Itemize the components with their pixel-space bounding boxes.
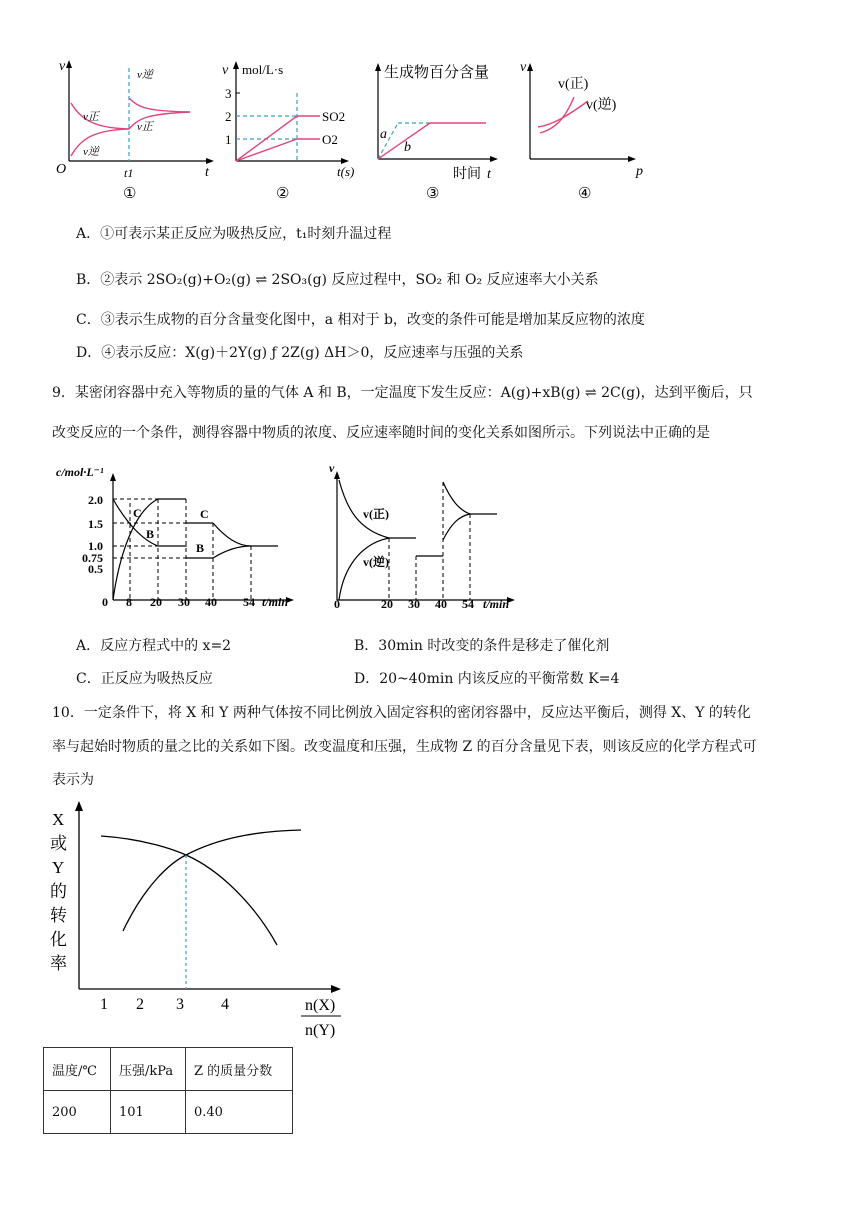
y-label-char-5: 转 xyxy=(50,906,67,925)
q10-data-table xyxy=(43,1047,293,1134)
figure-number: ② xyxy=(276,186,290,202)
ratio-numerator: n(X) xyxy=(305,997,336,1014)
axis-label-x: t xyxy=(205,165,209,180)
y-label-char-2: 或 xyxy=(50,834,67,853)
origin-label: O xyxy=(56,162,67,177)
v-reverse-label-2: v逆 xyxy=(137,69,153,81)
curve-b-label: B xyxy=(146,527,155,541)
q9-stem-line-1: 9．某密闭容器中充入等物质的量的气体 A 和 B，一定温度下发生反应：A(g)+xB(g) ⇌ 2C(g)，达到平衡后，只 xyxy=(52,385,753,401)
figure-number: ③ xyxy=(426,186,440,202)
v-forward-label: v(正) xyxy=(363,507,389,521)
axis-label-y: 生成物百分含量 xyxy=(384,65,490,81)
figure-2 xyxy=(220,55,370,203)
curve-c-label-2: C xyxy=(200,507,209,521)
v-forward-label: v(正) xyxy=(558,77,589,92)
tick-x-40: 40 xyxy=(435,597,447,611)
q10-stem-line-3: 表示为 xyxy=(52,772,94,788)
q9-concentration-chart xyxy=(50,460,310,615)
cell-pressure: 101 xyxy=(111,1091,186,1134)
q9-option-c: C．正反应为吸热反应 xyxy=(76,671,213,687)
curve-c-label: C xyxy=(133,506,142,520)
tick-x-8: 8 xyxy=(126,595,132,609)
header-z-fraction: Z 的质量分数 xyxy=(186,1048,293,1091)
axis-label-y: v xyxy=(329,461,335,475)
t1-label: t1 xyxy=(124,166,134,180)
tick-2-0: 2.0 xyxy=(88,493,103,507)
q10-conversion-chart xyxy=(45,795,355,1045)
tick-2: 2 xyxy=(136,996,144,1013)
table-row xyxy=(44,1091,293,1134)
axis-label-y: v xyxy=(59,59,66,74)
v-forward-label: v正 xyxy=(83,111,99,123)
axis-label-y: v xyxy=(222,63,229,78)
axis-unit: mol/L·s xyxy=(242,62,284,77)
curve-b-label: b xyxy=(404,140,411,155)
figure-4 xyxy=(516,55,656,203)
q10-stem-line-2: 率与起始时物质的量之比的关系如下图。改变温度和压强，生成物 Z 的百分含量见下表，则该反应的化学方程式可 xyxy=(52,739,757,755)
tick-x-40: 40 xyxy=(205,595,217,609)
v-reverse-label: v(逆) xyxy=(363,555,389,569)
ratio-denominator: n(Y) xyxy=(305,1022,336,1039)
tick-1: 1 xyxy=(225,132,232,147)
axis-label-y: v xyxy=(520,60,527,75)
q9-stem-line-2: 改变反应的一个条件，测得容器中物质的浓度、反应速率随时间的变化关系如图所示。下列说法中正确的是 xyxy=(52,425,710,441)
tick-x-54: 54 xyxy=(462,597,474,611)
axis-label-x: 时间 xyxy=(453,167,481,182)
tick-2: 2 xyxy=(225,109,232,124)
tick-x-30: 30 xyxy=(408,597,420,611)
tick-x-20: 20 xyxy=(381,597,393,611)
v-reverse-label: v逆 xyxy=(83,146,99,158)
tick-0-5: 0.5 xyxy=(88,562,103,576)
tick-x-0: 0 xyxy=(102,595,108,609)
tick-3: 3 xyxy=(225,86,232,101)
y-label-char-3: Y xyxy=(52,858,65,877)
series-so2: SO2 xyxy=(322,109,346,124)
tick-1: 1 xyxy=(100,996,108,1013)
q10-stem-line-1: 10．一定条件下，将 X 和 Y 两种气体按不同比例放入固定容积的密闭容器中，反应达平衡后，测得 X、Y 的转化 xyxy=(52,705,751,721)
v-forward-label-2: v正 xyxy=(137,121,153,133)
q9-option-a: A．反应方程式中的 x=2 xyxy=(76,638,232,654)
q8-option-b: B．②表示 2SO₂(g)+O₂(g) ⇌ 2SO₃(g) 反应过程中，SO₂ 和 O₂ 反应速率大小关系 xyxy=(76,272,599,288)
tick-4: 4 xyxy=(221,996,229,1013)
y-label-char-1: X xyxy=(52,810,65,829)
figure-3 xyxy=(368,55,508,203)
q8-option-d: D．④表示反应：X(g)＋2Y(g) ƒ 2Z(g) ΔH＞0，反应速率与压强的关系 xyxy=(76,345,524,361)
figure-number: ① xyxy=(123,186,137,202)
figure-number: ④ xyxy=(578,186,592,202)
cell-z-fraction: 0.40 xyxy=(186,1091,293,1134)
curve-a-label: a xyxy=(380,127,387,142)
tick-x-20: 20 xyxy=(150,595,162,609)
tick-3: 3 xyxy=(176,996,184,1013)
curve-b-label-2: B xyxy=(196,541,205,555)
header-temperature: 温度/℃ xyxy=(44,1048,111,1091)
table-header-row xyxy=(44,1048,293,1091)
q8-option-c: C．③表示生成物的百分含量变化图中，a 相对于 b，改变的条件可能是增加某反应物的浓度 xyxy=(76,312,645,328)
figure-1 xyxy=(55,58,220,203)
y-label-char-4: 的 xyxy=(50,882,67,901)
axis-label-y: c/mol·L⁻¹ xyxy=(56,465,104,479)
cell-temperature: 200 xyxy=(44,1091,111,1134)
tick-1-0: 1.0 xyxy=(88,539,103,553)
header-pressure: 压强/kPa xyxy=(111,1048,186,1091)
axis-label-x: t(s) xyxy=(337,164,355,179)
y-label-char-7: 率 xyxy=(50,954,67,973)
tick-x-0: 0 xyxy=(334,597,340,611)
q9-option-b: B．30min 时改变的条件是移走了催化剂 xyxy=(354,638,610,654)
v-reverse-label: v(逆) xyxy=(586,98,617,113)
axis-label-t: t xyxy=(487,167,491,182)
tick-1-5: 1.5 xyxy=(88,517,103,531)
q9-option-d: D．20~40min 内该反应的平衡常数 K=4 xyxy=(354,671,620,687)
y-label-char-6: 化 xyxy=(50,930,67,949)
tick-x-54: 54 xyxy=(243,595,255,609)
q8-option-a: A．①可表示某正反应为吸热反应，t₁时刻升温过程 xyxy=(76,226,392,242)
tick-x-30: 30 xyxy=(178,595,190,609)
series-o2: O2 xyxy=(322,132,338,147)
q9-rate-chart xyxy=(325,460,525,615)
tick-0-75: 0.75 xyxy=(82,551,103,565)
axis-label-x: t/min xyxy=(483,597,510,611)
axis-label-x: p xyxy=(636,164,643,179)
axis-label-x: t/min xyxy=(262,595,289,609)
